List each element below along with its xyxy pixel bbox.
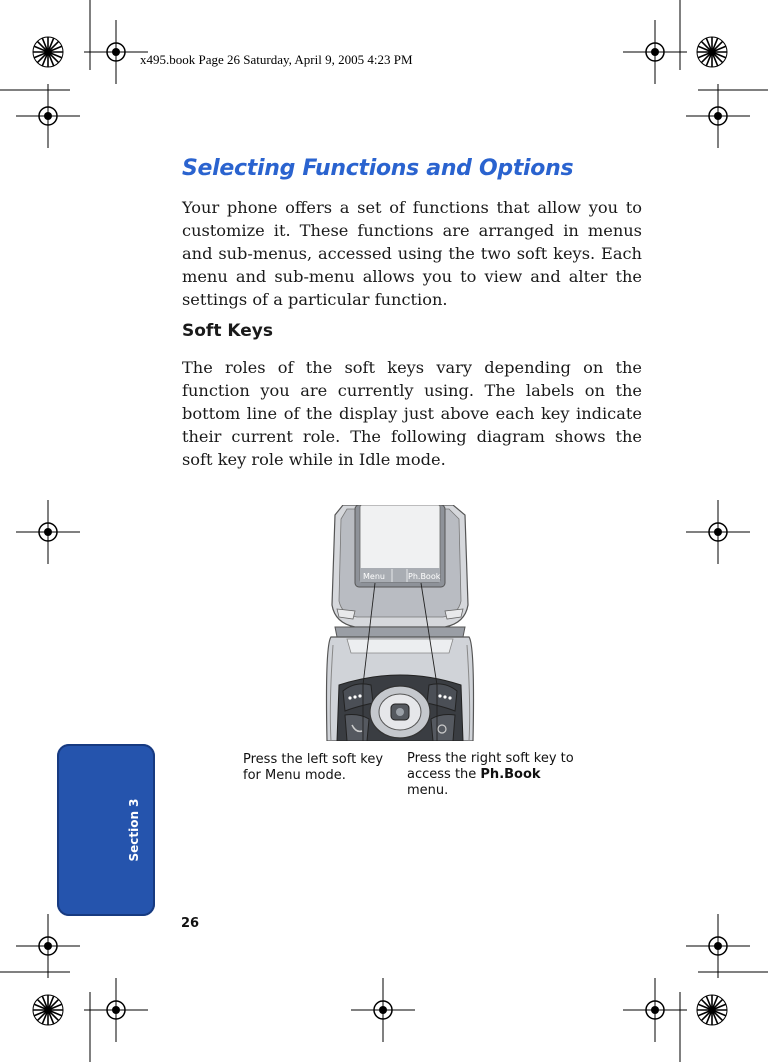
page-title: Selecting Functions and Options — [182, 156, 574, 181]
caption-right-bold: Ph.Book — [480, 767, 541, 782]
phone-illustration — [325, 505, 475, 741]
screen-right-softkey-label: Ph.Book — [408, 572, 441, 581]
section-tab-label: Section 3 — [127, 798, 141, 862]
intro-paragraph: Your phone offers a set of functions that allow you to customize it. These functions are arranged in menus and sub-menus, accessed using the two soft keys. Each menu and sub-menu allows you to view and alter the settings of a particular function. — [182, 198, 642, 309]
print-header: x495.book Page 26 Saturday, April 9, 2005 4:23 PM — [140, 52, 413, 67]
left-soft-key-caption: Press the left soft key for Menu mode. — [243, 752, 384, 783]
screen-left-softkey-label: Menu — [363, 572, 385, 581]
caption-right-prefix: Press the right soft key to access the — [407, 751, 574, 782]
page-number: 26 — [181, 916, 200, 931]
soft-keys-paragraph: The roles of the soft keys vary depending on the function you are currently using. The labels on the bottom line of the display just above each key indicate their current role. The following diagram shows the soft key role while in Idle mode. — [182, 358, 642, 469]
section-subheading: Soft Keys — [182, 321, 273, 341]
right-soft-key-caption — [407, 751, 577, 799]
caption-right-suffix: menu. — [407, 783, 449, 798]
